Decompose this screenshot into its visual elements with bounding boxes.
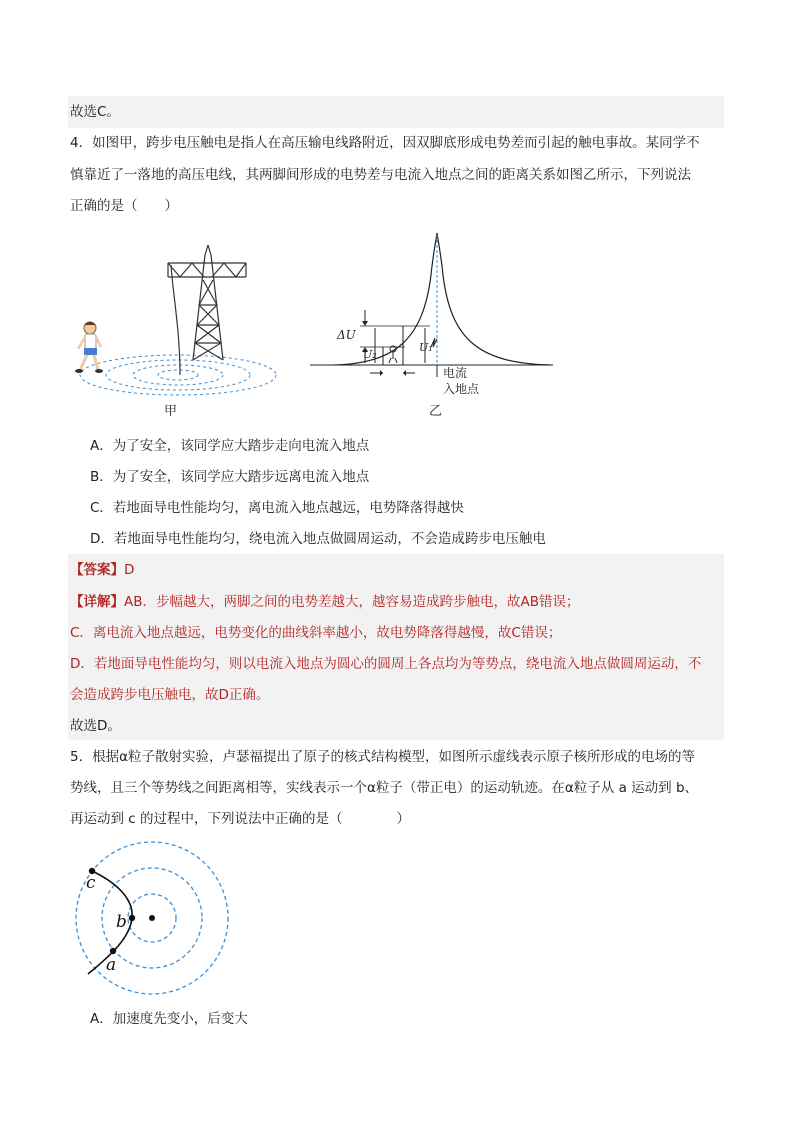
q5-line2: 势线，且三个等势线之间距离相等，实线表示一个α粒子（带正电）的运动轨迹。在α粒子从 a 运动到 b、 (70, 780, 699, 796)
label-delta-u: ΔU (337, 328, 356, 342)
point-b-dot (129, 915, 135, 921)
point-a-label: a (106, 955, 117, 975)
figure-jia (68, 235, 278, 420)
q4-conclusion: 故选D。 (70, 718, 121, 734)
q5-line1: 5．根据α粒子散射实验，卢瑟福提出了原子的核式结构模型，如图所示虚线表示原子核所形成的电场的等 (70, 749, 695, 765)
q4-answer (70, 560, 134, 580)
label-entry-1: 电流 (443, 366, 468, 380)
q4-detail-4: 会造成跨步电压触电，故D正确。 (70, 687, 270, 703)
potential-curve (335, 233, 550, 365)
figure-yi (305, 225, 560, 420)
q4-line2: 慎靠近了一落地的高压电线，其两脚间形成的电势差与电流入地点之间的距离关系如图乙所示，下列说法 (70, 167, 691, 183)
ripple-4 (80, 355, 276, 395)
ripple-2 (133, 365, 223, 385)
point-b-label: b (116, 912, 127, 932)
point-a-dot (110, 948, 116, 954)
label-u2: U₂ (363, 348, 377, 361)
q5-line3: 再运动到 c 的过程中，下列说法中正确的是（ ） (70, 811, 411, 827)
point-c-label: c (86, 873, 96, 893)
q5-option-a: A．加速度先变小，后变大 (90, 1011, 248, 1027)
label-entry-2: 入地点 (443, 382, 480, 396)
ripple-1 (158, 370, 198, 380)
person-icon (75, 322, 103, 373)
q4-detail-1 (70, 592, 580, 612)
q4-line3: 正确的是（ ） (70, 198, 178, 214)
q4-detail-2: C．离电流入地点越远，电势变化的曲线斜率越小，故电势降落得越慢，故C错误； (70, 625, 562, 641)
detail-text-1: AB．步幅越大，两脚之间的电势差越大，越容易造成跨步触电，故AB错误； (124, 594, 580, 610)
q4-option-b: B．为了安全，该同学应大踏步远离电流入地点 (90, 469, 370, 485)
shade-top (68, 96, 724, 128)
ripple-3 (106, 360, 250, 390)
figure-yi-label: 乙 (429, 404, 443, 419)
q4-option-a: A．为了安全，该同学应大踏步走向电流入地点 (90, 438, 370, 454)
q4-option-d: D．若地面导电性能均匀，绕电流入地点做圆周运动，不会造成跨步电压触电 (90, 531, 546, 547)
shade-answer (68, 554, 724, 740)
answer-value: D (124, 562, 135, 578)
figure-jia-label: 甲 (164, 404, 178, 419)
figure-alpha-scattering (68, 838, 238, 998)
q4-detail-3: D．若地面导电性能均匀，则以电流入地点为圆心的圆周上各点均为等势点，绕电流入地点做圆周运动，不 (70, 656, 702, 672)
nucleus-dot (149, 915, 155, 921)
answer-tag: 【答案】 (70, 562, 124, 578)
top-conclusion: 故选C。 (70, 104, 120, 120)
detail-tag: 【详解】 (70, 594, 124, 610)
label-u1: U₁ (419, 341, 433, 354)
q4-line1: 4．如图甲，跨步电压触电是指人在高压输电线路附近，因双脚底形成电势差而引起的触电事故。某同学不 (70, 135, 700, 151)
q4-option-c: C．若地面导电性能均匀，离电流入地点越远，电势降落得越快 (90, 500, 464, 516)
